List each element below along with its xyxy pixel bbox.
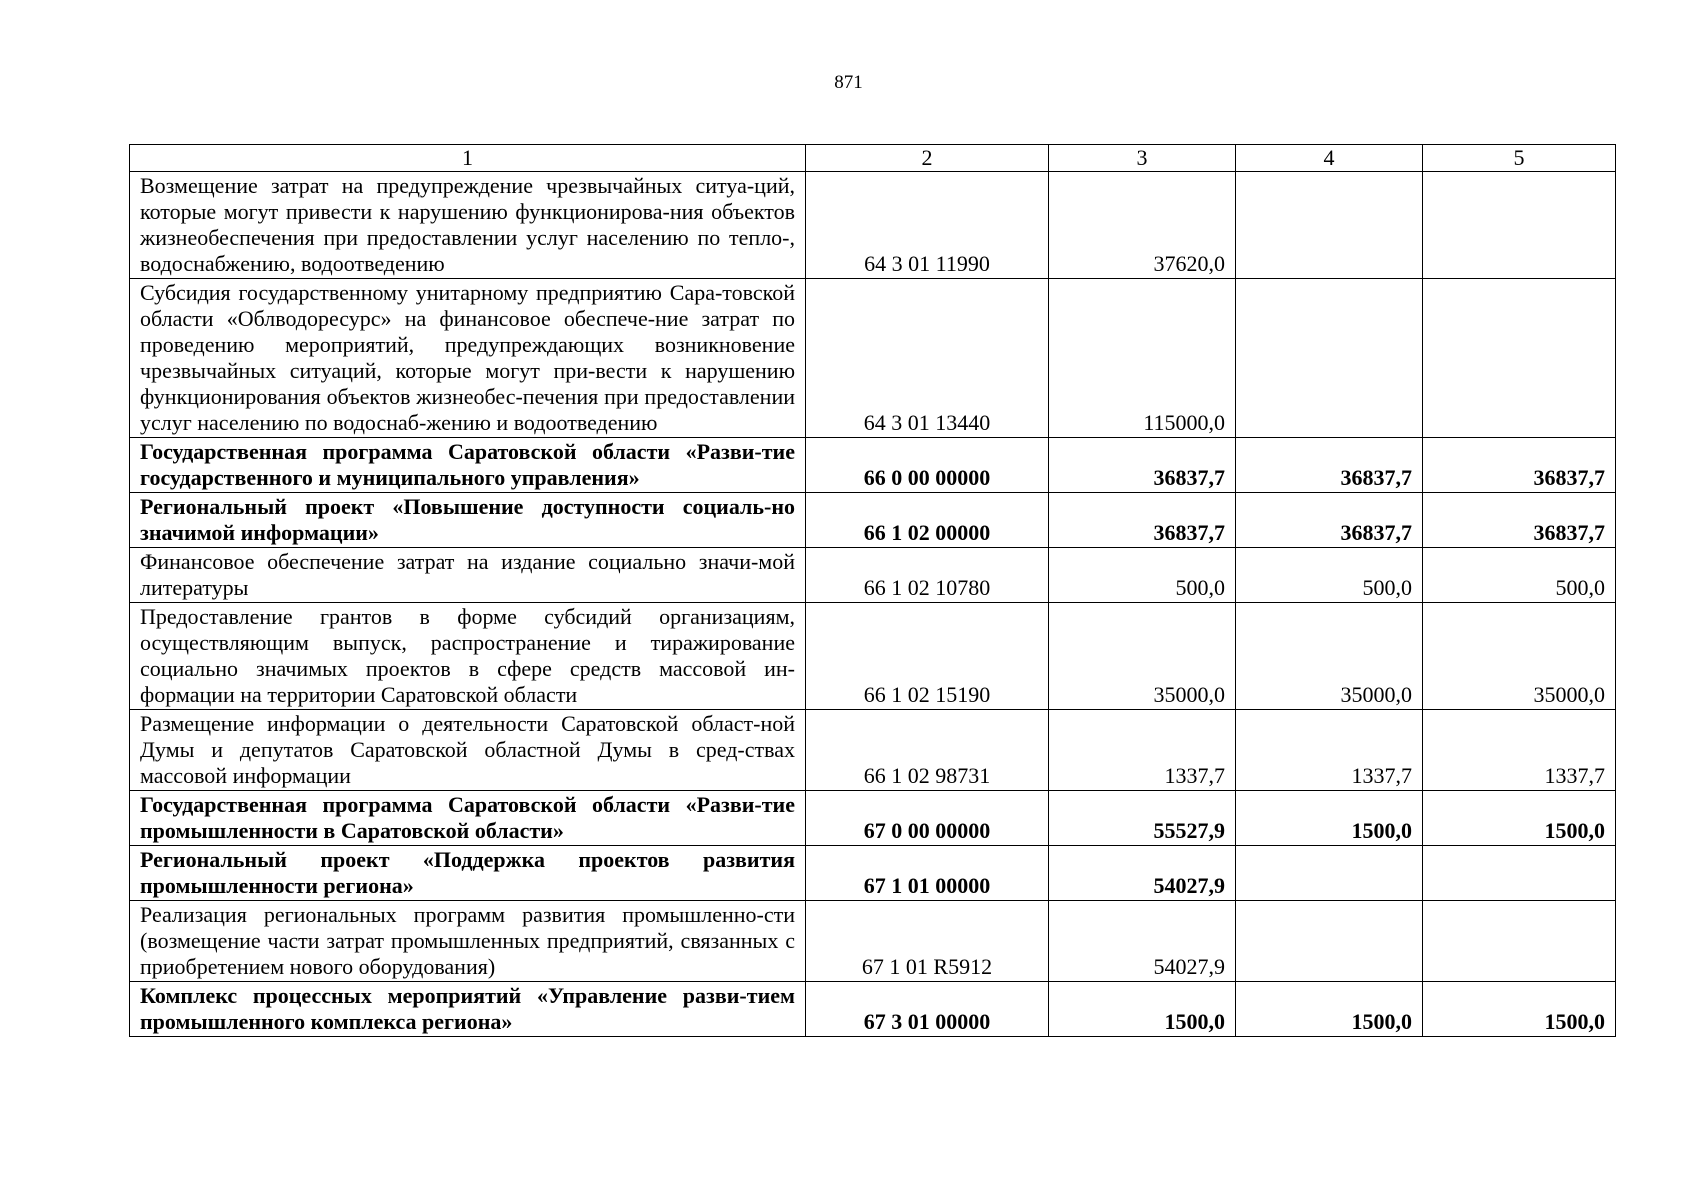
amount-col5-cell: 1500,0	[1423, 791, 1616, 846]
target-code-cell: 67 1 01 00000	[806, 846, 1049, 901]
table-row	[130, 548, 1616, 603]
table-row	[130, 791, 1616, 846]
amount-col4-cell	[1236, 901, 1423, 982]
amount-col5-cell	[1423, 172, 1616, 279]
table-row	[130, 982, 1616, 1037]
table-row	[130, 279, 1616, 438]
column-header: 1	[130, 145, 806, 172]
amount-col5-cell: 1337,7	[1423, 710, 1616, 791]
amount-col4-cell: 1500,0	[1236, 982, 1423, 1037]
amount-col4-cell	[1236, 279, 1423, 438]
item-name-cell: Государственная программа Саратовской области «Разви-тие промышленности в Саратовской области»	[130, 791, 806, 846]
amount-col3-cell: 500,0	[1049, 548, 1236, 603]
amount-col3-cell: 54027,9	[1049, 901, 1236, 982]
column-header: 5	[1423, 145, 1616, 172]
amount-col3-cell: 36837,7	[1049, 438, 1236, 493]
table-row	[130, 438, 1616, 493]
column-header: 2	[806, 145, 1049, 172]
table-row	[130, 710, 1616, 791]
item-name-cell: Региональный проект «Повышение доступности социаль-но значимой информации»	[130, 493, 806, 548]
amount-col3-cell: 54027,9	[1049, 846, 1236, 901]
item-name-cell: Субсидия государственному унитарному предприятию Сара-товской области «Облводоресурс» на финансовое обеспече-ние затрат по проведению мероприятий, предупреждающих возникновение чрезвычайных ситуаций, которые могут при-вести к нарушению функционирования объектов жизнеобес-печения при предоставлении услуг населению по водоснаб-жению и водоотведению	[130, 279, 806, 438]
amount-col3-cell: 1500,0	[1049, 982, 1236, 1037]
target-code-cell: 64 3 01 13440	[806, 279, 1049, 438]
amount-col4-cell: 35000,0	[1236, 603, 1423, 710]
target-code-cell: 67 3 01 00000	[806, 982, 1049, 1037]
amount-col3-cell: 55527,9	[1049, 791, 1236, 846]
amount-col5-cell	[1423, 846, 1616, 901]
target-code-cell: 66 1 02 10780	[806, 548, 1049, 603]
amount-col5-cell: 500,0	[1423, 548, 1616, 603]
table-row	[130, 846, 1616, 901]
amount-col3-cell: 35000,0	[1049, 603, 1236, 710]
item-name-cell: Региональный проект «Поддержка проектов развития промышленности региона»	[130, 846, 806, 901]
column-header: 3	[1049, 145, 1236, 172]
target-code-cell: 67 1 01 R5912	[806, 901, 1049, 982]
amount-col5-cell: 35000,0	[1423, 603, 1616, 710]
item-name-cell: Размещение информации о деятельности Саратовской област-ной Думы и депутатов Саратовской областной Думы в сред-ствах массовой информации	[130, 710, 806, 791]
amount-col5-cell: 1500,0	[1423, 982, 1616, 1037]
target-code-cell: 66 1 02 98731	[806, 710, 1049, 791]
item-name-cell: Возмещение затрат на предупреждение чрезвычайных ситуа-ций, которые могут привести к нарушению функционирова-ния объектов жизнеобеспечения при предоставлении услуг населению по тепло-, водоснабжению, водоотведению	[130, 172, 806, 279]
item-name-cell: Комплекс процессных мероприятий «Управление разви-тием промышленного комплекса региона»	[130, 982, 806, 1037]
table-body	[130, 172, 1616, 1037]
item-name-cell: Реализация региональных программ развития промышленно-сти (возмещение части затрат промышленных предприятий, связанных с приобретением нового оборудования)	[130, 901, 806, 982]
item-name-cell: Предоставление грантов в форме субсидий организациям, осуществляющим выпуск, распространение и тиражирование социально значимых проектов в сфере средств массовой ин-формации на территории Саратовской области	[130, 603, 806, 710]
table-row	[130, 172, 1616, 279]
amount-col4-cell: 1500,0	[1236, 791, 1423, 846]
item-name-cell: Финансовое обеспечение затрат на издание социально значи-мой литературы	[130, 548, 806, 603]
item-name-cell: Государственная программа Саратовской области «Разви-тие государственного и муниципального управления»	[130, 438, 806, 493]
target-code-cell: 67 0 00 00000	[806, 791, 1049, 846]
amount-col4-cell: 500,0	[1236, 548, 1423, 603]
table-row	[130, 493, 1616, 548]
amount-col3-cell: 36837,7	[1049, 493, 1236, 548]
amount-col4-cell	[1236, 172, 1423, 279]
column-header: 4	[1236, 145, 1423, 172]
amount-col5-cell: 36837,7	[1423, 438, 1616, 493]
amount-col4-cell: 36837,7	[1236, 438, 1423, 493]
amount-col5-cell: 36837,7	[1423, 493, 1616, 548]
column-number-row	[130, 145, 1616, 172]
amount-col5-cell	[1423, 901, 1616, 982]
amount-col5-cell	[1423, 279, 1616, 438]
amount-col4-cell	[1236, 846, 1423, 901]
target-code-cell: 66 0 00 00000	[806, 438, 1049, 493]
table-row	[130, 901, 1616, 982]
target-code-cell: 66 1 02 00000	[806, 493, 1049, 548]
amount-col4-cell: 36837,7	[1236, 493, 1423, 548]
budget-table	[129, 144, 1616, 1037]
amount-col3-cell: 1337,7	[1049, 710, 1236, 791]
amount-col4-cell: 1337,7	[1236, 710, 1423, 791]
table-row	[130, 603, 1616, 710]
page-number: 871	[834, 72, 863, 93]
target-code-cell: 66 1 02 15190	[806, 603, 1049, 710]
amount-col3-cell: 115000,0	[1049, 279, 1236, 438]
amount-col3-cell: 37620,0	[1049, 172, 1236, 279]
target-code-cell: 64 3 01 11990	[806, 172, 1049, 279]
